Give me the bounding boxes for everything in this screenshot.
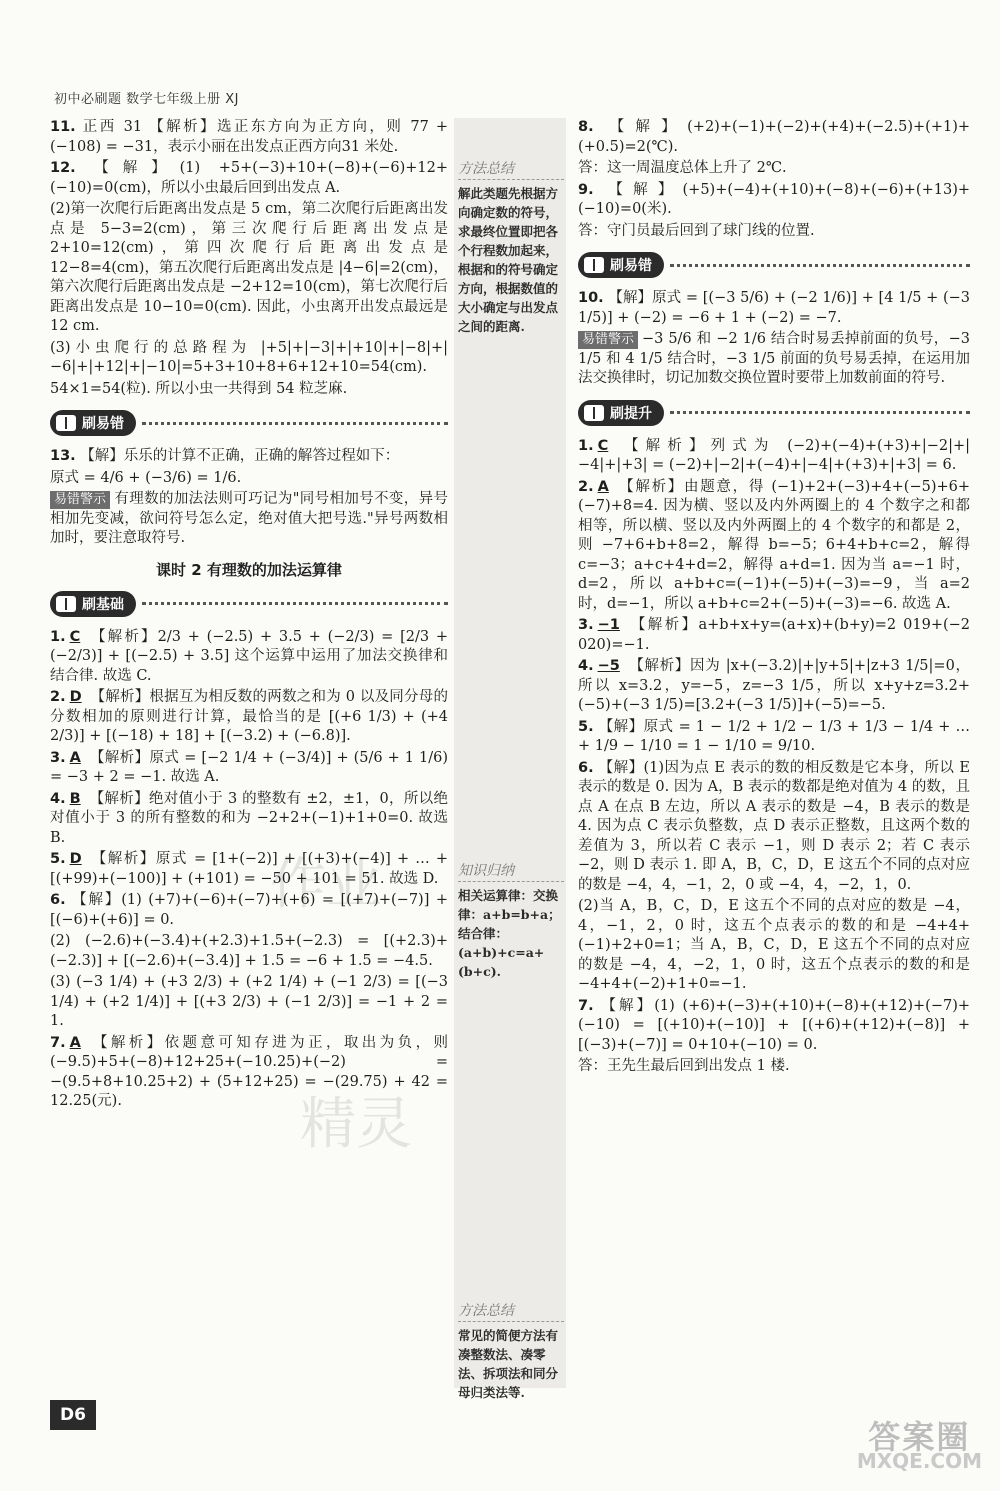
basic-q3: 3. A 【解析】原式 = [−2 1/4 + (−3/4)] + (5/6 + 1 1/6) = −3 + 2 = −1. 故选 A. [50, 749, 448, 785]
advance-q4: 4. −5 【解析】因为 |x+(−3.2)|+|y+5|+|z+3 1/5|=0，所以 x=3.2，y=−5，z=−3 1/5，所以 x+y+z=3.2+(−5)+(−3 1/5)=[3.2+(−3 1/5)]+(−5)=−5. [578, 658, 970, 713]
right-column [578, 118, 970, 1079]
question-9-answer: 答：守门员最后回到了球门线的位置. [578, 222, 815, 239]
question-12-part3: (3)小虫爬行的总路程为 |+5|+|−3|+|+10|+|−8|+|−6|+|+12|+|−10|=5+3+10+8+6+12+10=54(cm). [50, 339, 448, 375]
page-number-badge: D6 [50, 1400, 96, 1430]
question-9: 9. 【解】(+5)+(−4)+(+10)+(−8)+(−6)+(+13)+(−10)=0(米). [578, 181, 970, 217]
basic-q2: 2. D 【解析】根据互为相反数的两数之和为 0 以及同分母的分数相加的原则进行计算，最恰当的是 [(+6 1/3) + (+4 2/3)] + [(−18) + 18] + [(−3.2) + (−6.8)]. [50, 689, 448, 744]
page-header: 初中必刷题 数学七年级上册 XJ [54, 92, 240, 107]
watermark-ghost-1: 作业 [270, 852, 382, 917]
question-8: 8. 【解】(+2)+(−1)+(−2)+(+4)+(−2.5)+(+1)+(+0.5)=2(℃). [578, 119, 970, 155]
knowledge-note: 知识归纳 相关运算律：交换律：a+b=b+a；结合律：(a+b)+c=a+(b+c). [458, 862, 564, 981]
basic-q6-part2: (2) (−2.6)+(−3.4)+(+2.3)+1.5+(−2.3) = [(+2.3)+(−2.3)] + [(−2.6)+(−3.4)] + 1.5 = −6 + 1.5 = −4.5. [50, 933, 448, 969]
watermark-ghost-2: 精灵 [300, 1092, 412, 1157]
lesson-title: 课时 2 有理数的加法运算律 [156, 560, 342, 579]
method-summary-note-1: 方法总结 解此类题先根据方向确定数的符号，求最终位置即把各个行程数加起来，根据和的符号确定方向，根据数值的大小确定与出发点之间的距离. [458, 160, 564, 336]
advance-q7-answer: 答：王先生最后回到出发点 1 楼. [578, 1058, 790, 1074]
basic-q1: 1. C 【解析】2/3 + (−2.5) + 3.5 + (−2/3) = [2/3 + (−2/3)] + [(−2.5) + 3.5] 这个运算中运用了加法交换律和结合律. 故选 C. [50, 628, 448, 684]
section-header-easy-mistakes-right: 刷易错 [578, 249, 970, 281]
basic-q4: 4. B 【解析】绝对值小于 3 的整数有 ±2，±1，0，所以绝对值小于 3 的所有整数的和为 −2+2+(−1)+1+0=0. 故选 B. [50, 790, 448, 846]
question-12-part4: 54×1=54(粒). 所以小虫一共得到 54 粒芝麻. [50, 380, 348, 397]
question-11: 11. 正西 31 【解析】选正东方向为正方向，则 77 + (−108) = −31，表示小丽在出发点正西方向31 米处. [50, 119, 448, 155]
warning-tag: 易错警示 [578, 331, 638, 349]
question-8-answer: 答：这一周温度总体上升了 2℃. [578, 160, 787, 176]
advance-q5: 5. 【解】原式 = 1 − 1/2 + 1/2 − 1/3 + 1/3 − 1/4 + … + 1/9 − 1/10 = 1 − 1/10 = 9/10. [578, 718, 970, 754]
site-watermark-logo: 答案圈 MXQE.COM [856, 1418, 982, 1473]
advance-q6: 6. 【解】(1)因为点 E 表示的数的相反数是它本身，所以 E 表示的数是 0. 因为 A，B 表示的数都是绝对值为 4 的数，且点 A 在点 B 左边，所以 A 表示的数是 −4，B 表示的数是 4. 因为点 C 表示负整数，点 D 表示正整数，且这两个数的差值为 3，所以若 C 表示 −1，则 D 表示 2；若 C 表示 −2，则 D 表示 1. 即 A，B，C，D，E 这五个不同的点对应的数是 −4，4，−1，2，0 或 −4，4，−2，1，0. [578, 759, 970, 893]
question-12: 12. 【解】(1) +5+(−3)+10+(−8)+(−6)+12+(−10)=0(cm)，所以小虫最后回到出发点 A. [50, 160, 449, 196]
book-icon [56, 596, 76, 612]
advance-q3: 3. −1 【解析】a+b+x+y=(a+x)+(b+y)=2 019+(−2 020)=−1. [578, 617, 970, 653]
section-header-basics: 刷基础 [50, 588, 448, 620]
left-column [50, 118, 448, 1114]
question-10: 10. 【解】原式 = [(−3 5/6) + (−2 1/6)] + [4 1/5 + (−3 1/5)] + (−2) = −6 + 1 + (−2) = −7. [578, 290, 970, 326]
question-13-warning: 易错警示 有理数的加法法则可巧记为"同号相加号不变，异号相加先变减，欲问符号怎么定，绝对值大把号选."异号两数相加时，要注意取符号. [50, 491, 448, 546]
advance-q7: 7. 【解】(1) (+6)+(−3)+(+10)+(−8)+(+12)+(−7)+(−10) = [(+10)+(−10)] + [(+6)+(+12)+(−8)] + [(−3)+(−7)] = 0+10+(−10) = 0. [578, 997, 970, 1053]
question-13: 13. 【解】乐乐的计算不正确，正确的解答过程如下： [50, 448, 400, 464]
book-icon [584, 257, 604, 273]
book-icon [56, 415, 76, 431]
question-12-part2: (2)第一次爬行后距离出发点是 5 cm，第二次爬行后距离出发点是 5−3=2(cm)，第三次爬行后距离出发点是 2+10=12(cm)，第四次爬行后距离出发点是 12−8=4(cm)，第五次爬行后距离出发点是 |4−6|=2(cm)，第六次爬行后距离出发点是 −2+12=10(cm)，第七次爬行后距离出发点是 10−10=0(cm). 因此，小虫离开出发点最远是 12 cm. [50, 201, 448, 334]
question-13-formula: 原式 = 4/6 + (−3/6) = 1/6. [50, 469, 242, 486]
advance-q1: 1. C 【解析】列式为 (−2)+(−4)+(+3)+|−2|+|−4|+|+3| = (−2)+|−2|+(−4)+|−4|+(+3)+|+3| = 6. [578, 437, 971, 473]
section-header-easy-mistakes: 刷易错 [50, 407, 448, 439]
basic-q7: 7. A 【解析】依题意可知存进为正，取出为负，则 (−9.5)+5+(−8)+12+25+(−10.25)+(−2) = −(9.5+8+10.25+2) + (5+12+25) = −(29.75) + 42 = 12.25(元). [50, 1034, 449, 1109]
basic-q5: 5. D 【解析】原式 = [1+(−2)] + [(+3)+(−4)] + … + [(+99)+(−100)] + (+101) = −50 + 101 = 51. 故选 D. [50, 851, 448, 887]
section-header-advance: 刷提升 [578, 397, 970, 429]
book-icon [584, 405, 604, 421]
method-summary-note-2: 方法总结 常见的简便方法有凑整数法、凑零法、拆项法和同分母归类法等. [458, 1302, 564, 1402]
basic-q6: 6. 【解】(1) (+7)+(−6)+(−7)+(+6) = [(+7)+(−7)] + [(−6)+(+6)] = 0. [50, 892, 448, 928]
advance-q6-part2: (2)当 A，B，C，D，E 这五个不同的点对应的数是 −4，4，−1，2，0 时，这五个点表示的数的和是 −4+4+(−1)+2+0=1；当 A，B，C，D，E 这五个不同的点对应的数是 −4，4，−2，1，0 时，这五个点表示的数的和是 −4+4+(−2)+1+0=−1. [578, 898, 970, 992]
advance-q2: 2. A 【解析】由题意，得 (−1)+2+(−3)+4+(−5)+6+(−7)+8=4. 因为横、竖以及内外两圈上的 4 个数字之和都相等，所以横、竖以及内外两圈上的 4 个数字的和都是 2，则 −7+6+b+8=2，解得 b=−5；6+4+b+c=2，解得 c=−3；a+c+4+d=2，解得 a+d=1. 因为当 a=−1 时，d=2，所以 a+b+c=(−1)+(−5)+(−3)=−9，当 a=2 时，d=−1，所以 a+b+c=2+(−5)+(−3)=−6. 故选 A. [578, 478, 971, 612]
warning-tag: 易错警示 [50, 491, 110, 509]
basic-q6-part3: (3) (−3 1/4) + (+3 2/3) + (+2 1/4) + (−1 2/3) = [(−3 1/4) + (+2 1/4)] + [(+3 2/3) + (−1 2/3)] = −1 + 2 = 1. [50, 974, 448, 1029]
question-10-warning: 易错警示 −3 5/6 和 −2 1/6 结合时易丢掉前面的负号，−3 1/5 和 4 1/5 结合时，−3 1/5 前面的负号易丢掉，在运用加法交换律时，切记加数交换位置时要带上加数前面的符号. [578, 331, 970, 386]
